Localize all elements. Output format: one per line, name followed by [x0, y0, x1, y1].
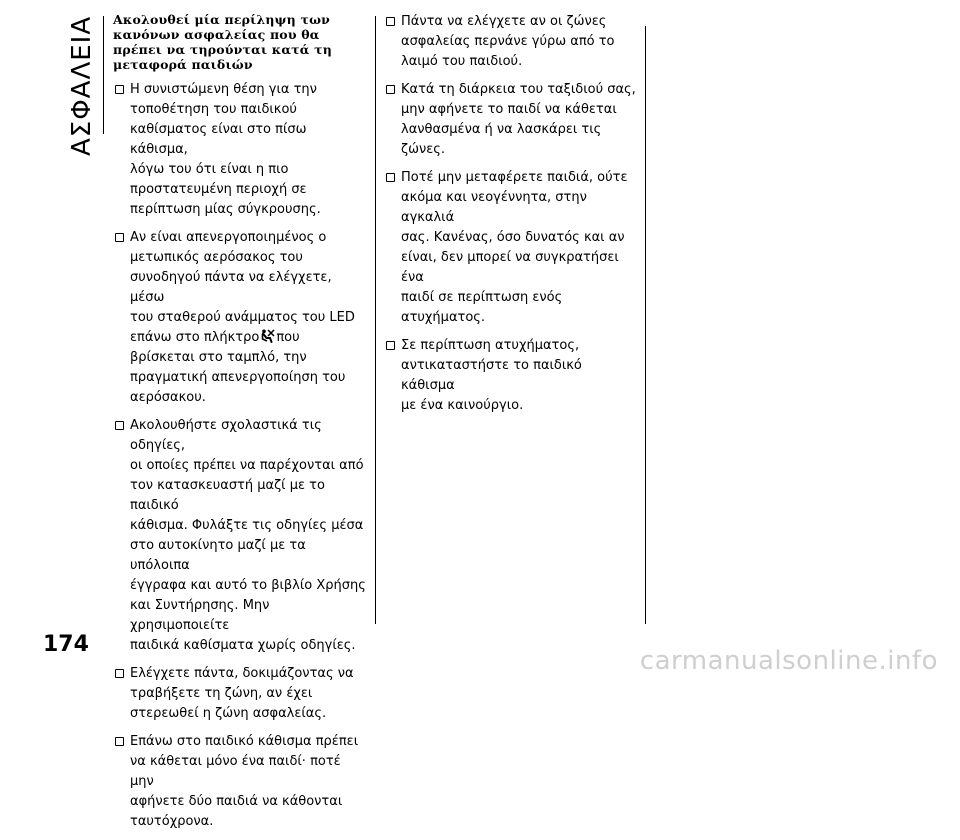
- list-item-text: Κατά τη διάρκεια του ταξιδιού σας, μην αφήνετε το παιδί να κάθεται λανθασμένα ή να λασκάρει τις ζώνες.: [401, 82, 636, 157]
- bullet-box-icon: [386, 17, 395, 26]
- list-item: [384, 12, 639, 72]
- list-item-text: Ακολουθήστε σχολαστικά τις οδηγίες, οι οποίες πρέπει να παρέχονται από τον κατασκευαστή μαζί με το παιδικό κάθισμα. Φυλάξτε τις οδηγίες μέσα στο αυτοκίνητο μαζί με τα υπόλοιπα έγγραφα και αυτό το βιβλίο Χρήσης και Συντήρησης. Μην χρησιμοποιείτε παιδικά καθίσματα χωρίς οδηγίες.: [130, 418, 366, 653]
- bullet-box-icon: [115, 669, 124, 678]
- column-divider-1: [375, 16, 376, 624]
- section-divider: [103, 16, 104, 134]
- list-item: [113, 732, 368, 832]
- list-item: [113, 664, 368, 724]
- airbag-text-after: που βρίσκεται στο ταμπλό, την πραγματική απενεργοποίηση του αερόσακου.: [130, 330, 346, 405]
- bullet-box-icon: [386, 85, 395, 94]
- column-left: [113, 12, 368, 840]
- section-heading: Ακολουθεί μία περίληψη των κανόνων ασφαλείας που θα πρέπει να τηρούνται κατά τη μεταφορά παιδιών: [113, 12, 333, 72]
- bullet-box-icon: [386, 173, 395, 182]
- list-item: [384, 80, 639, 160]
- list-item-text: Πάντα να ελέγχετε αν οι ζώνες ασφαλείας περνάνε γύρω από το λαιμό του παιδιού.: [401, 14, 615, 69]
- bullet-box-icon: [386, 341, 395, 350]
- airbag-text-before: Αν είναι απενεργοποιημένος ο μετωπικός αερόσακος του συνοδηγού πάντα να ελέγχετε, μέσω του σταθερού ανάμματος του LED επάνω στο πλήκτρο: [130, 230, 355, 345]
- section-title: ΑΣΦΑΛΕΙΑ: [67, 15, 97, 156]
- list-item: [113, 80, 368, 220]
- list-item-text: Σε περίπτωση ατυχήματος, αντικαταστήστε το παιδικό κάθισμα με ένα καινούργιο.: [401, 338, 582, 413]
- list-item: [384, 168, 639, 328]
- column-right: [384, 12, 639, 424]
- list-item-text: Ποτέ μην μεταφέρετε παιδιά, ούτε ακόμα και νεογέννητα, στην αγκαλιά σας. Κανένας, όσο δυνατός και αν είναι, δεν μπορεί να συγκρατήσει ένα παιδί σε περίπτωση ενός ατυχήματος.: [401, 170, 628, 325]
- bullet-box-icon: [115, 421, 124, 430]
- section-tab: [62, 14, 102, 164]
- list-item-text: Επάνω στο παιδικό κάθισμα πρέπει να κάθεται μόνο ένα παιδί· ποτέ μην αφήνετε δύο παιδιά να κάθονται ταυτόχρονα.: [130, 734, 359, 829]
- bullet-box-icon: [115, 737, 124, 746]
- list-item: [113, 416, 368, 656]
- list-item: [384, 336, 639, 416]
- bullet-box-icon: [115, 85, 124, 94]
- airbag-off-icon: [260, 329, 275, 343]
- list-item-text: [130, 228, 368, 408]
- list-item-text: Η συνιστώμενη θέση για την τοποθέτηση του παιδικού καθίσματος είναι στο πίσω κάθισμα, λόγω του ότι είναι η πιο προστατευμένη περιοχή σε περίπτωση μίας σύγκρουσης.: [130, 82, 321, 217]
- page-number: 174: [43, 632, 89, 657]
- list-item-text: Ελέγχετε πάντα, δοκιμάζοντας να τραβήξετε τη ζώνη, αν έχει στερεωθεί η ζώνη ασφαλείας.: [130, 666, 354, 721]
- bullet-box-icon: [115, 233, 124, 242]
- watermark: carmanualsonline.info: [639, 646, 938, 676]
- list-item-airbag: [113, 228, 368, 408]
- column-divider-2: [645, 26, 646, 624]
